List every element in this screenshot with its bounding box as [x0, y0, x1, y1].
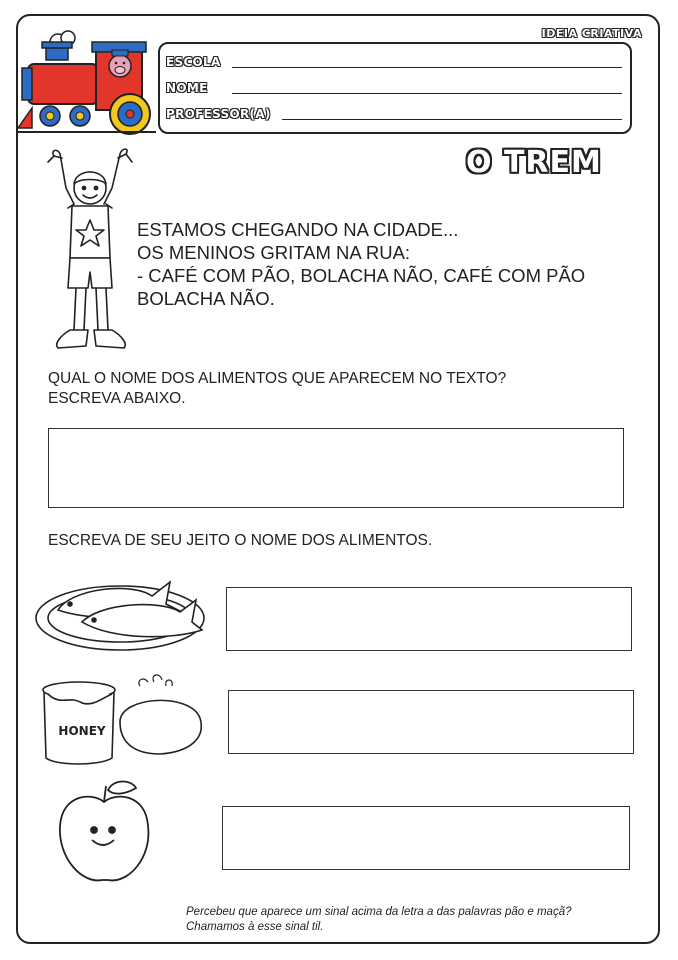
- student-info-box: [158, 42, 632, 134]
- school-field[interactable]: [166, 50, 622, 72]
- brand-label: IDEIA CRIATIVA: [541, 27, 642, 40]
- apple-illustration: [52, 776, 156, 888]
- poem-line: - CAFÉ COM PÃO, BOLACHA NÃO, CAFÉ COM PÃO: [137, 265, 586, 286]
- question-line: ESCREVA ABAIXO.: [48, 390, 186, 407]
- honey-bread-illustration: [40, 672, 206, 768]
- name-field[interactable]: [166, 76, 622, 98]
- answer-box[interactable]: [48, 428, 624, 508]
- teacher-label: PROFESSOR(A): [166, 107, 271, 121]
- answer-box-honey-bread[interactable]: [228, 690, 634, 754]
- poem-line: BOLACHA NÃO.: [137, 288, 275, 309]
- teacher-line[interactable]: [282, 119, 622, 120]
- page-title: O TREM: [466, 145, 602, 180]
- footer-note: [186, 905, 571, 935]
- question-line: QUAL O NOME DOS ALIMENTOS QUE APARECEM NO TEXTO?: [48, 370, 507, 387]
- name-line[interactable]: [232, 93, 622, 94]
- name-label: NOME: [166, 81, 208, 95]
- teacher-field[interactable]: [166, 102, 622, 124]
- school-line[interactable]: [232, 67, 622, 68]
- train-illustration: [18, 28, 158, 138]
- honey-label: HONEY: [58, 724, 106, 738]
- answer-box-fish[interactable]: [226, 587, 632, 651]
- fish-plate-illustration: [32, 570, 208, 656]
- poem-text: [137, 218, 585, 310]
- answer-box-apple[interactable]: [222, 806, 630, 870]
- instruction-text: ESCREVA DE SEU JEITO O NOME DOS ALIMENTOS.: [48, 532, 433, 549]
- boy-illustration: [40, 148, 140, 360]
- school-label: ESCOLA: [166, 55, 221, 69]
- question-text: [48, 369, 506, 409]
- note-line: Chamamos à esse sinal til.: [186, 921, 324, 933]
- note-line: Percebeu que aparece um sinal acima da letra a das palavras pão e maçã?: [186, 906, 572, 918]
- poem-line: OS MENINOS GRITAM NA RUA:: [137, 242, 411, 263]
- poem-line: ESTAMOS CHEGANDO NA CIDADE...: [137, 219, 459, 240]
